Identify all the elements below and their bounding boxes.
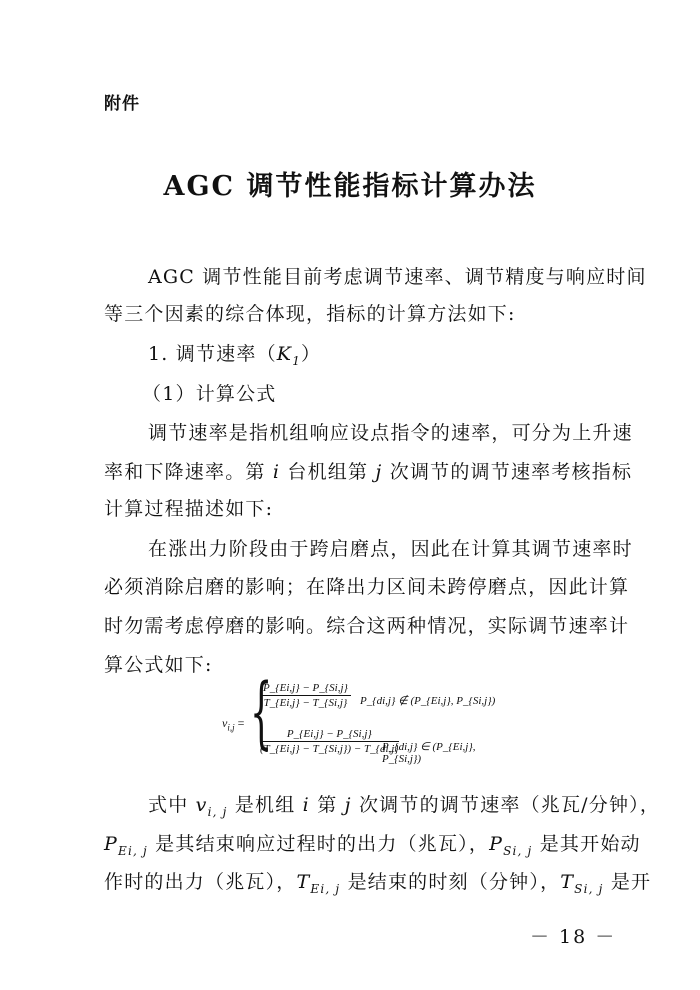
text-span: 是结束的时刻（分钟）， (340, 871, 561, 893)
text-span: 台机组第 (280, 461, 376, 483)
paragraph-4-line-1 (148, 790, 660, 819)
variable-i: i (302, 794, 310, 816)
paragraph-4-line-3 (104, 867, 651, 896)
variable-P: P (104, 833, 118, 855)
document-title: AGC 调节性能指标计算办法 (163, 171, 537, 202)
heading-rate-close: ） (301, 343, 322, 365)
formula-brace: { (250, 668, 273, 758)
paragraph-1-line-1: AGC 调节性能目前考虑调节速率、调节精度与响应时间 (148, 266, 647, 288)
paragraph-2-line-2 (104, 457, 632, 484)
variable-T-subscript: Si, j (574, 881, 604, 896)
text-span: 次调节的调节速率考核指标 (382, 461, 633, 483)
paragraph-1-line-2: 等三个因素的综合体现，指标的计算方法如下: (104, 303, 516, 325)
heading-rate (148, 339, 321, 368)
case-1-fraction (260, 682, 351, 709)
formula-lhs-symbol: v (222, 716, 228, 730)
paragraph-4-line-2 (104, 829, 641, 858)
case-1-denominator: T_{Ei,j} − T_{Si,j} (263, 697, 348, 709)
variable-P-subscript: Ei, j (117, 843, 148, 858)
variable-T-subscript: Ei, j (310, 881, 341, 896)
variable-v: v (195, 794, 208, 816)
case-2-numerator: P_{Ei,j} − P_{Si,j} (260, 728, 399, 742)
text-span: 第 (309, 794, 345, 816)
case-1-condition: P_{di,j} ∉ (P_{Ei,j}, P_{Si,j}) (360, 695, 496, 707)
rate-formula (222, 668, 502, 772)
text-span: 次调节的调节速率（兆瓦/分钟）， (351, 794, 661, 816)
case-2-condition: P_{di,j} ∈ (P_{Ei,j}, P_{Si,j}) (382, 741, 476, 765)
variable-v-subscript: i, j (207, 804, 228, 819)
formula-lhs (222, 716, 244, 732)
text-span: 率和下降速率。第 (104, 461, 273, 483)
paragraph-3-line-4: 算公式如下: (104, 654, 213, 676)
paragraph-3-line-1: 在涨出力阶段由于跨启磨点，因此在计算其调节速率时 (148, 538, 633, 560)
variable-T: T (296, 871, 311, 893)
variable-P-subscript: Si, j (503, 843, 533, 858)
text-span: 是其结束响应过程时的出力（兆瓦）， (147, 833, 490, 855)
text-span: 作时的出力（兆瓦）， (104, 871, 297, 893)
case-2-fraction (260, 728, 399, 755)
variable-i: i (272, 461, 281, 483)
case-2-denominator: (T_{Ei,j} − T_{Si,j}) − T_{di,j} (260, 743, 399, 755)
heading-rate-symbol: K (276, 343, 293, 365)
heading-rate-text: 1. 调节速率（ (148, 343, 277, 365)
variable-P: P (489, 833, 504, 855)
variable-j: j (375, 461, 383, 483)
formula-lhs-subscript: i,j (227, 722, 235, 733)
page-number: － 18 － (530, 926, 617, 948)
paragraph-2-line-3: 计算过程描述如下: (104, 498, 274, 520)
text-span: 是开 (603, 871, 652, 893)
text-span: 式中 (148, 794, 196, 816)
text-span: 是其开始动 (532, 833, 641, 855)
attachment-label: 附件 (104, 94, 140, 114)
case-1-numerator: P_{Ei,j} − P_{Si,j} (260, 682, 351, 696)
paragraph-2-line-1: 调节速率是指机组响应设点指令的速率，可分为上升速 (148, 422, 633, 444)
heading-rate-subscript: 1 (292, 353, 302, 368)
formula-equals: = (234, 716, 245, 730)
paragraph-3-line-3: 时勿需考虑停磨的影响。综合这两种情况，实际调节速率计 (104, 615, 630, 637)
paragraph-3-line-2: 必须消除启磨的影响；在降出力区间未跨停磨点，因此计算 (104, 576, 630, 598)
heading-formula: （1）计算公式 (142, 383, 277, 405)
variable-T: T (560, 871, 575, 893)
text-span: 是机组 (227, 794, 303, 816)
variable-j: j (344, 794, 352, 816)
